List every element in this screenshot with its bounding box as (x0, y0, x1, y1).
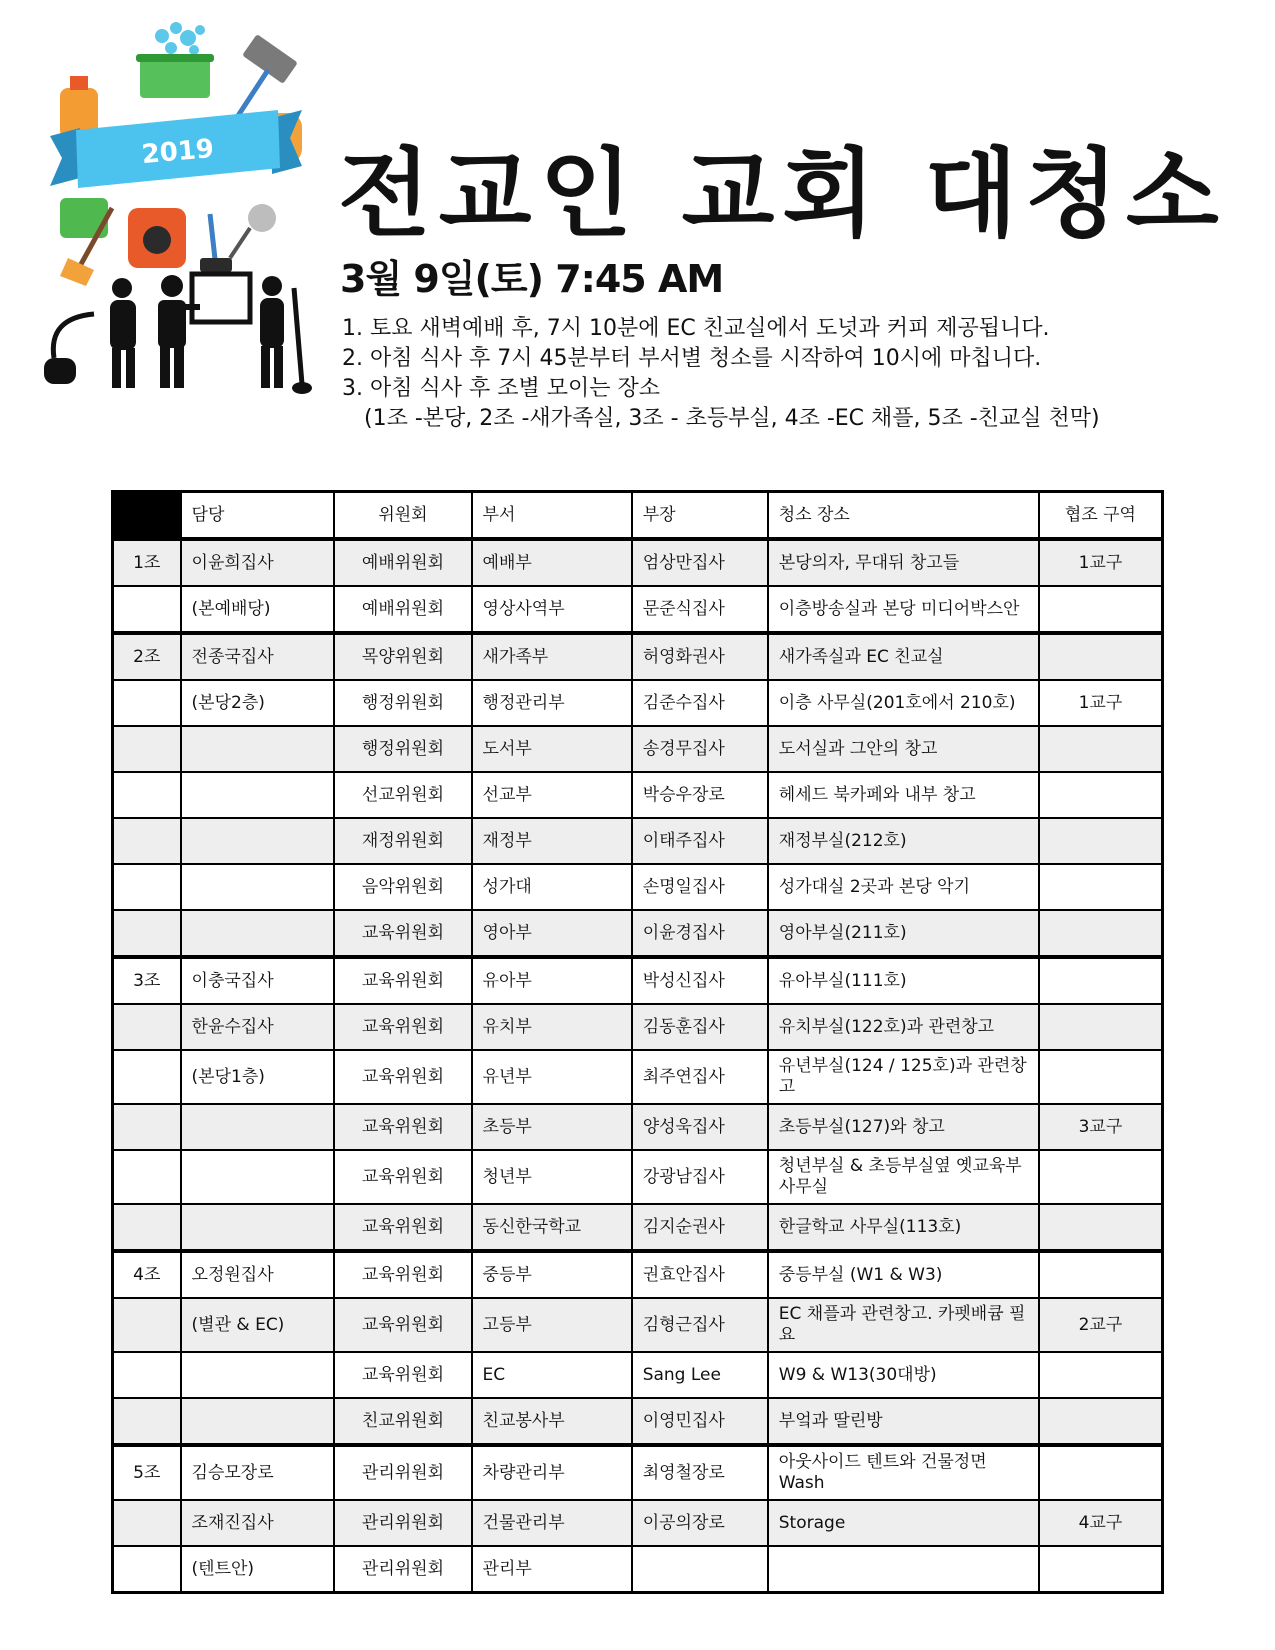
cell-head: Sang Lee (632, 1352, 768, 1398)
cell-group (113, 910, 181, 957)
cell-head: 이공의장로 (632, 1500, 768, 1546)
cell-leader: 한윤수집사 (181, 1004, 335, 1050)
table-row (113, 1004, 1163, 1050)
cell-department: 성가대 (472, 864, 632, 910)
cell-head: 강광남집사 (632, 1150, 768, 1204)
cell-location: 이층 사무실(201호에서 210호) (768, 680, 1039, 726)
cell-location: 새가족실과 EC 친교실 (768, 633, 1039, 680)
cell-head: 김형근집사 (632, 1298, 768, 1352)
cell-group (113, 818, 181, 864)
event-date: 3월 9일(토) 7:45 AM (340, 257, 724, 301)
header-committee: 위원회 (334, 492, 471, 540)
table-row (113, 633, 1163, 680)
cell-committee: 교육위원회 (334, 1050, 471, 1104)
cell-leader (181, 726, 335, 772)
cell-head: 이태주집사 (632, 818, 768, 864)
cell-area (1039, 818, 1163, 864)
cell-head: 김동훈집사 (632, 1004, 768, 1050)
cell-location: 재정부실(212호) (768, 818, 1039, 864)
cell-leader: 이윤희집사 (181, 539, 335, 586)
cell-head: 이윤경집사 (632, 910, 768, 957)
cell-committee: 관리위원회 (334, 1445, 471, 1500)
cell-head: 손명일집사 (632, 864, 768, 910)
cell-head: 김지순권사 (632, 1204, 768, 1251)
cell-location: 청년부실 & 초등부실옆 옛교육부 사무실 (768, 1150, 1039, 1204)
cell-department: 친교봉사부 (472, 1398, 632, 1445)
duster-icon (230, 204, 276, 258)
cell-location: 헤세드 북카페와 내부 창고 (768, 772, 1039, 818)
table-row (113, 1352, 1163, 1398)
cell-department: 동신한국학교 (472, 1204, 632, 1251)
cell-group (113, 1298, 181, 1352)
cell-leader: (텐트안) (181, 1546, 335, 1593)
cell-department: 예배부 (472, 539, 632, 586)
cell-area (1039, 864, 1163, 910)
cell-group (113, 864, 181, 910)
cell-committee: 예배위원회 (334, 539, 471, 586)
cell-department: 건물관리부 (472, 1500, 632, 1546)
cell-area (1039, 586, 1163, 633)
table-row (113, 910, 1163, 957)
cell-location: 유치부실(122호)과 관련창고 (768, 1004, 1039, 1050)
cell-leader: 김승모장로 (181, 1445, 335, 1500)
cell-group: 4조 (113, 1251, 181, 1298)
cell-leader: 오정원집사 (181, 1251, 335, 1298)
cell-location: 한글학교 사무실(113호) (768, 1204, 1039, 1251)
note-item: 2. 아침 식사 후 7시 45분부터 부서별 청소를 시작하여 10시에 마칩니다. (342, 346, 1042, 371)
cell-committee: 교육위원회 (334, 1004, 471, 1050)
cell-leader: (별관 & EC) (181, 1298, 335, 1352)
cell-department: 차량관리부 (472, 1445, 632, 1500)
cell-location: W9 & W13(30대방) (768, 1352, 1039, 1398)
cell-leader: (본당2층) (181, 680, 335, 726)
note-item: 3. 아침 식사 후 조별 모이는 장소 (342, 376, 660, 401)
table-row (113, 1204, 1163, 1251)
cell-group: 1조 (113, 539, 181, 586)
table-row (113, 1398, 1163, 1445)
cell-group (113, 1050, 181, 1104)
cell-head (632, 1546, 768, 1593)
table-row (113, 818, 1163, 864)
cell-department: 재정부 (472, 818, 632, 864)
cell-location: 유년부실(124 / 125호)과 관련창고 (768, 1050, 1039, 1104)
cell-committee: 교육위원회 (334, 910, 471, 957)
cell-area: 3교구 (1039, 1104, 1163, 1150)
cell-group (113, 1204, 181, 1251)
cell-department: 영아부 (472, 910, 632, 957)
cell-group: 3조 (113, 957, 181, 1004)
cell-location: 초등부실(127)와 창고 (768, 1104, 1039, 1150)
cell-leader (181, 1398, 335, 1445)
cell-location: 아웃사이드 텐트와 건물정면 Wash (768, 1445, 1039, 1500)
cell-leader (181, 1104, 335, 1150)
cleaning-schedule-table (111, 490, 1164, 1594)
cell-head: 이영민집사 (632, 1398, 768, 1445)
cell-head: 권효안집사 (632, 1251, 768, 1298)
cell-head: 김준수집사 (632, 680, 768, 726)
cleaning-supplies-logo (40, 18, 330, 408)
vacuum-icon (128, 208, 186, 268)
page-title: 전교인 교회 대청소 (338, 138, 1227, 250)
cell-committee: 교육위원회 (334, 1204, 471, 1251)
cell-committee: 교육위원회 (334, 1251, 471, 1298)
cell-committee: 행정위원회 (334, 680, 471, 726)
table-row (113, 539, 1163, 586)
table-row (113, 772, 1163, 818)
table-row (113, 1150, 1163, 1204)
brush-icon (200, 214, 232, 272)
table-row (113, 586, 1163, 633)
cell-group (113, 1104, 181, 1150)
cell-committee: 행정위원회 (334, 726, 471, 772)
cell-location: Storage (768, 1500, 1039, 1546)
cell-area (1039, 1546, 1163, 1593)
cell-committee: 관리위원회 (334, 1546, 471, 1593)
cell-leader (181, 772, 335, 818)
cell-location: 이층방송실과 본당 미디어박스안 (768, 586, 1039, 633)
cell-head: 엄상만집사 (632, 539, 768, 586)
table-row (113, 864, 1163, 910)
table-row (113, 726, 1163, 772)
cell-department: 중등부 (472, 1251, 632, 1298)
cell-committee: 교육위원회 (334, 1298, 471, 1352)
cell-leader (181, 1352, 335, 1398)
cell-location: 영아부실(211호) (768, 910, 1039, 957)
cell-head: 최영철장로 (632, 1445, 768, 1500)
header-area: 협조 구역 (1039, 492, 1163, 540)
cell-leader: 조재진집사 (181, 1500, 335, 1546)
table-row (113, 1298, 1163, 1352)
cell-group (113, 1398, 181, 1445)
cell-department: 행정관리부 (472, 680, 632, 726)
cell-committee: 교육위원회 (334, 1150, 471, 1204)
cell-department: 관리부 (472, 1546, 632, 1593)
cell-group (113, 1352, 181, 1398)
cell-department: 도서부 (472, 726, 632, 772)
cell-location (768, 1546, 1039, 1593)
table-row (113, 1546, 1163, 1593)
cell-head: 박승우장로 (632, 772, 768, 818)
notes-list (342, 314, 1100, 434)
cell-leader (181, 818, 335, 864)
cell-area (1039, 1352, 1163, 1398)
cell-committee: 예배위원회 (334, 586, 471, 633)
cell-area (1039, 1398, 1163, 1445)
cell-committee: 음악위원회 (334, 864, 471, 910)
cell-group (113, 772, 181, 818)
cell-department: 영상사역부 (472, 586, 632, 633)
table-row (113, 680, 1163, 726)
cell-leader: (본예배당) (181, 586, 335, 633)
cell-area (1039, 1204, 1163, 1251)
cell-leader: 이충국집사 (181, 957, 335, 1004)
cell-committee: 교육위원회 (334, 957, 471, 1004)
cell-area: 1교구 (1039, 539, 1163, 586)
cell-committee: 선교위원회 (334, 772, 471, 818)
cell-location: 성가대실 2곳과 본당 악기 (768, 864, 1039, 910)
header-location: 청소 장소 (768, 492, 1039, 540)
cell-area (1039, 1251, 1163, 1298)
cell-location: 본당의자, 무대뒤 창고들 (768, 539, 1039, 586)
cell-department: 유아부 (472, 957, 632, 1004)
cell-department: 고등부 (472, 1298, 632, 1352)
cell-leader (181, 910, 335, 957)
table-row (113, 1050, 1163, 1104)
cell-committee: 관리위원회 (334, 1500, 471, 1546)
cleaner-silhouettes-icon (44, 274, 312, 394)
header-leader: 담당 (181, 492, 335, 540)
table-header-row (113, 492, 1163, 540)
cell-committee: 교육위원회 (334, 1352, 471, 1398)
cell-group (113, 680, 181, 726)
header-group (113, 492, 181, 540)
cell-committee: 재정위원회 (334, 818, 471, 864)
cell-area (1039, 772, 1163, 818)
cell-department: EC (472, 1352, 632, 1398)
cell-group: 2조 (113, 633, 181, 680)
cell-group (113, 1546, 181, 1593)
cell-area (1039, 1004, 1163, 1050)
cell-department: 초등부 (472, 1104, 632, 1150)
table-row (113, 1251, 1163, 1298)
table-row (113, 957, 1163, 1004)
cell-leader (181, 1204, 335, 1251)
cell-group (113, 1004, 181, 1050)
cell-group: 5조 (113, 1445, 181, 1500)
cell-leader (181, 1150, 335, 1204)
cell-leader (181, 864, 335, 910)
cell-area: 1교구 (1039, 680, 1163, 726)
cell-location: 중등부실 (W1 & W3) (768, 1251, 1039, 1298)
cell-group (113, 586, 181, 633)
cell-area (1039, 1150, 1163, 1204)
header-department: 부서 (472, 492, 632, 540)
cell-location: EC 채플과 관련창고. 카펫배큠 필요 (768, 1298, 1039, 1352)
header-head: 부장 (632, 492, 768, 540)
cell-head: 양성욱집사 (632, 1104, 768, 1150)
note-item: 1. 토요 새벽예배 후, 7시 10분에 EC 친교실에서 도넛과 커피 제공됩니다. (342, 316, 1050, 341)
cell-committee: 친교위원회 (334, 1398, 471, 1445)
bubbles-icon (155, 22, 205, 55)
cell-head: 송경무집사 (632, 726, 768, 772)
table-row (113, 1104, 1163, 1150)
cell-area: 2교구 (1039, 1298, 1163, 1352)
logo-year: 2019 (140, 133, 216, 171)
cell-department: 유치부 (472, 1004, 632, 1050)
cell-committee: 교육위원회 (334, 1104, 471, 1150)
cell-department: 선교부 (472, 772, 632, 818)
cell-department: 새가족부 (472, 633, 632, 680)
cell-leader: (본당1층) (181, 1050, 335, 1104)
cell-area: 4교구 (1039, 1500, 1163, 1546)
cell-department: 청년부 (472, 1150, 632, 1204)
cell-location: 부엌과 딸린방 (768, 1398, 1039, 1445)
cell-area (1039, 1445, 1163, 1500)
cell-area (1039, 957, 1163, 1004)
bucket-icon (136, 54, 214, 98)
cell-head: 허영화권사 (632, 633, 768, 680)
cell-head: 문준식집사 (632, 586, 768, 633)
cell-area (1039, 910, 1163, 957)
cell-group (113, 726, 181, 772)
note-item: (1조 -본당, 2조 -새가족실, 3조 - 초등부실, 4조 -EC 채플, 5조 -친교실 천막) (364, 406, 1100, 431)
cell-area (1039, 1050, 1163, 1104)
cell-group (113, 1500, 181, 1546)
cell-head: 박성신집사 (632, 957, 768, 1004)
cell-leader: 전종국집사 (181, 633, 335, 680)
table-row (113, 1445, 1163, 1500)
cell-location: 도서실과 그안의 창고 (768, 726, 1039, 772)
cell-location: 유아부실(111호) (768, 957, 1039, 1004)
cell-department: 유년부 (472, 1050, 632, 1104)
cell-group (113, 1150, 181, 1204)
cell-area (1039, 633, 1163, 680)
cell-committee: 목양위원회 (334, 633, 471, 680)
cell-area (1039, 726, 1163, 772)
cell-head: 최주연집사 (632, 1050, 768, 1104)
table-row (113, 1500, 1163, 1546)
